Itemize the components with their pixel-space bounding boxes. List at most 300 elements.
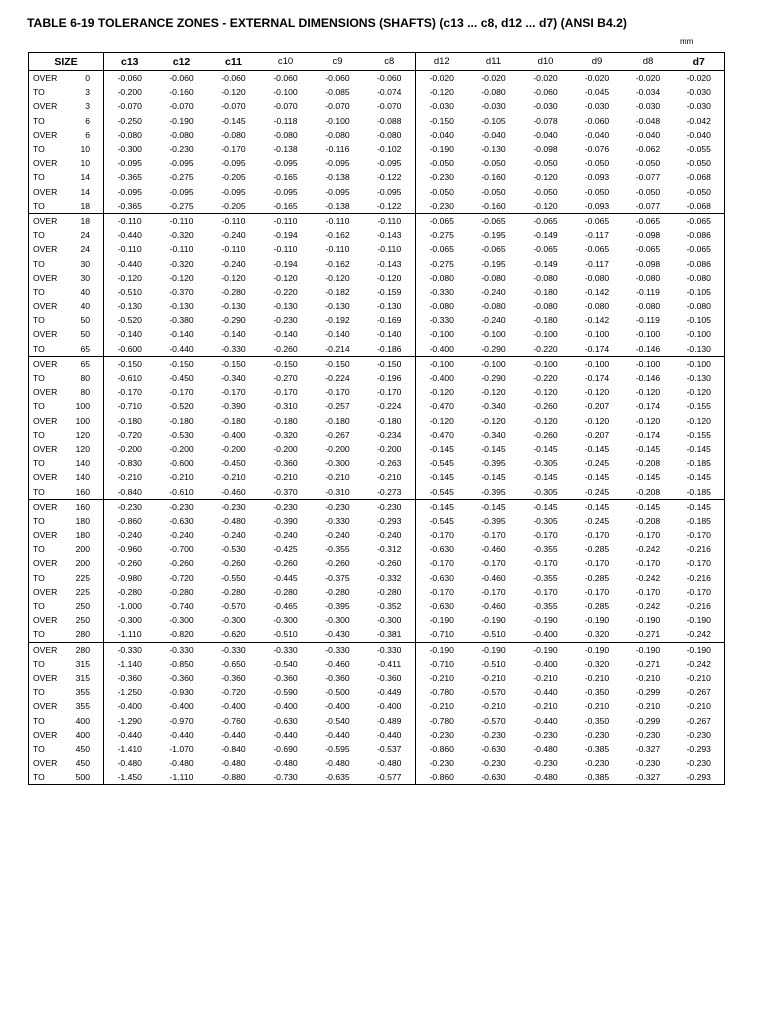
cell-d8: -0.077: [635, 172, 661, 183]
cell-d7: -0.100: [686, 329, 711, 340]
cell-size-value: 24: [67, 228, 104, 242]
header-c12: c12: [156, 53, 208, 71]
cell-d12: -0.780: [429, 715, 454, 726]
cell-c12: -0.275: [169, 200, 194, 211]
cell-d11: -0.020: [481, 73, 506, 84]
cell-c13: -0.440: [117, 258, 142, 269]
cell-c13: -0.600: [117, 343, 142, 354]
cell-size-value: 315: [67, 657, 104, 671]
cell-size-value: 6: [67, 128, 104, 142]
header-d10: d10: [520, 53, 572, 71]
cell-c11: -0.400: [221, 701, 246, 712]
cell-d9: -0.230: [584, 729, 610, 740]
cell-d9: -0.076: [584, 144, 610, 155]
cell-d7: -0.105: [686, 315, 711, 326]
cell-c9: -0.116: [325, 144, 350, 155]
table-row: [29, 271, 725, 285]
cell-c9: -0.257: [325, 401, 350, 412]
cell-size-value: 160: [67, 499, 104, 514]
cell-d7: -0.185: [686, 486, 711, 497]
header-size: SIZE: [29, 53, 104, 71]
cell-d9: -0.050: [584, 186, 610, 197]
cell-d9: -0.230: [584, 758, 610, 769]
cell-d11: -0.170: [481, 530, 506, 541]
table-row: [29, 99, 725, 113]
cell-d7: -0.267: [686, 687, 711, 698]
cell-c13: -0.980: [117, 572, 142, 583]
cell-d11: -0.100: [468, 356, 520, 371]
cell-c11: -0.280: [221, 586, 246, 597]
cell-c9: -0.375: [325, 572, 350, 583]
cell-c10: -0.510: [273, 629, 298, 640]
cell-d12: -0.020: [429, 73, 454, 84]
cell-d12: -0.100: [429, 329, 454, 340]
cell-c9: -0.162: [325, 258, 350, 269]
table-row: [29, 585, 725, 599]
cell-d8: -0.230: [635, 729, 661, 740]
cell-size-label: TO: [33, 343, 45, 354]
cell-size-value: 250: [67, 613, 104, 627]
cell-d7: -0.050: [686, 158, 711, 169]
cell-d7: -0.020: [686, 73, 711, 84]
cell-d12: -0.120: [429, 415, 454, 426]
cell-c9: -0.260: [325, 558, 350, 569]
cell-c12: -0.720: [169, 572, 194, 583]
cell-c8: -0.360: [364, 671, 416, 685]
cell-d12: -0.545: [429, 458, 454, 469]
cell-size-label: OVER: [33, 244, 58, 255]
cell-c9: -0.400: [325, 701, 350, 712]
cell-c12: -0.140: [169, 329, 194, 340]
table-row: [29, 156, 725, 170]
cell-d8: -0.077: [635, 200, 661, 211]
cell-c10: -0.150: [260, 356, 312, 371]
cell-c12: -0.850: [169, 658, 194, 669]
cell-d7: -0.105: [686, 286, 711, 297]
cell-d8: -0.242: [635, 601, 661, 612]
cell-d11: -0.395: [481, 458, 506, 469]
cell-c12: -0.110: [169, 244, 194, 255]
cell-d8: -0.119: [636, 315, 660, 326]
cell-d11: -0.030: [481, 101, 506, 112]
cell-c11: -0.210: [221, 472, 246, 483]
table-row: [29, 442, 725, 456]
cell-c10: -0.240: [273, 530, 298, 541]
cell-size-value: 50: [67, 313, 104, 327]
cell-c9: -0.110: [325, 244, 350, 255]
cell-size-value: 14: [67, 185, 104, 199]
cell-c9: -0.500: [325, 687, 350, 698]
cell-size-value: 80: [67, 371, 104, 385]
cell-d9: -0.245: [584, 486, 610, 497]
cell-d10: -0.170: [533, 586, 558, 597]
cell-c10: -0.280: [273, 586, 298, 597]
cell-d12: -0.400: [429, 343, 454, 354]
table-row: [29, 456, 725, 470]
cell-size-value: 450: [67, 756, 104, 770]
cell-d7: -0.080: [686, 301, 711, 312]
cell-c13: -0.110: [104, 213, 156, 228]
cell-c13: -0.610: [117, 373, 142, 384]
cell-d12: -0.080: [429, 272, 454, 283]
cell-c8: -0.330: [364, 642, 416, 657]
cell-d8: -0.100: [623, 356, 674, 371]
cell-c8: -0.150: [364, 356, 416, 371]
cell-size-value: 50: [67, 327, 104, 341]
table-row: [29, 256, 725, 270]
cell-c10: -0.120: [273, 272, 298, 283]
cell-c13: -0.230: [104, 499, 156, 514]
cell-c9: -0.150: [312, 356, 364, 371]
cell-c11: -0.110: [208, 213, 260, 228]
cell-d10: -0.120: [533, 172, 558, 183]
cell-c8: -0.260: [364, 556, 416, 570]
cell-size-label: OVER: [33, 729, 58, 740]
cell-d8: -0.174: [635, 401, 661, 412]
cell-d9: -0.065: [584, 244, 610, 255]
cell-d9: -0.285: [584, 544, 610, 555]
cell-d9: -0.190: [572, 642, 623, 657]
cell-d10: -0.210: [533, 701, 558, 712]
cell-d10: -0.305: [533, 486, 558, 497]
cell-c11: -0.240: [221, 258, 246, 269]
cell-c12: -0.260: [169, 558, 194, 569]
cell-d10: -0.220: [533, 373, 558, 384]
cell-c8: -0.381: [364, 627, 416, 642]
cell-c10: -0.194: [273, 258, 298, 269]
cell-c8: -0.060: [364, 71, 416, 86]
cell-d9: -0.145: [584, 472, 610, 483]
cell-d11: -0.065: [481, 244, 506, 255]
cell-d12: -0.400: [429, 373, 454, 384]
cell-d11: -0.050: [481, 186, 506, 197]
cell-c10: -0.230: [260, 499, 312, 514]
cell-d8: -0.208: [635, 458, 661, 469]
cell-d9: -0.093: [584, 172, 610, 183]
table-row: [29, 528, 725, 542]
cell-c10: -0.220: [273, 286, 298, 297]
cell-d8: -0.210: [635, 701, 661, 712]
cell-c13: -0.860: [117, 515, 142, 526]
cell-d10: -0.149: [533, 258, 558, 269]
cell-c11: -0.060: [221, 73, 246, 84]
cell-c8: -0.352: [364, 599, 416, 613]
cell-c8: -0.130: [364, 299, 416, 313]
cell-d10: -0.065: [533, 244, 558, 255]
cell-c8: -0.110: [364, 242, 416, 256]
cell-c11: -0.280: [221, 286, 246, 297]
table-row: [29, 728, 725, 742]
cell-c11: -0.205: [221, 172, 246, 183]
cell-d11: -0.230: [481, 729, 506, 740]
cell-d10: -0.080: [533, 272, 558, 283]
cell-c9: -0.267: [325, 429, 350, 440]
cell-c11: -0.460: [221, 486, 246, 497]
cell-d9: -0.045: [584, 87, 610, 98]
cell-d8: -0.327: [635, 743, 661, 754]
cell-d9: -0.170: [584, 586, 610, 597]
cell-d11: -0.395: [481, 486, 506, 497]
cell-size-label: TO: [33, 458, 45, 469]
cell-size-value: 3: [67, 85, 104, 99]
cell-c12: -0.180: [169, 415, 194, 426]
cell-c12: -0.320: [169, 258, 194, 269]
table-row: [29, 228, 725, 242]
cell-d10: -0.260: [533, 429, 558, 440]
cell-d8: -0.080: [635, 272, 661, 283]
cell-d9: -0.245: [584, 458, 610, 469]
cell-c12: -0.610: [169, 486, 194, 497]
cell-d7: -0.120: [686, 387, 711, 398]
cell-size-label: TO: [33, 230, 45, 241]
cell-size-value: 30: [67, 271, 104, 285]
cell-c12: -0.160: [169, 87, 194, 98]
cell-c11: -0.650: [221, 658, 246, 669]
table-body: [29, 71, 725, 785]
cell-d7: -0.155: [686, 429, 711, 440]
cell-c13: -0.440: [117, 729, 142, 740]
cell-c8: -0.159: [364, 285, 416, 299]
cell-d12: -0.710: [429, 629, 454, 640]
cell-d10: -0.170: [533, 558, 558, 569]
cell-c9: -0.192: [325, 315, 350, 326]
cell-c11: -0.840: [221, 743, 246, 754]
cell-d11: -0.460: [481, 544, 506, 555]
cell-c11: -0.450: [221, 458, 246, 469]
cell-c13: -0.200: [117, 443, 142, 454]
cell-d8: -0.208: [635, 515, 661, 526]
table-row: [29, 371, 725, 385]
cell-d10: -0.480: [533, 743, 558, 754]
cell-d9: -0.093: [584, 200, 610, 211]
cell-size-value: 400: [67, 713, 104, 727]
cell-d12: -0.050: [429, 186, 454, 197]
cell-d10: -0.440: [533, 687, 558, 698]
cell-d9: -0.020: [584, 73, 610, 84]
cell-size-value: 250: [67, 599, 104, 613]
cell-c12: -0.120: [169, 272, 194, 283]
cell-d12: -0.630: [429, 572, 454, 583]
cell-d12: -0.100: [416, 356, 468, 371]
table-row: [29, 285, 725, 299]
cell-c10: -0.480: [273, 758, 298, 769]
table-row: [29, 356, 725, 371]
cell-d7: -0.170: [686, 530, 711, 541]
header-d12: d12: [416, 53, 468, 71]
tolerance-table: [28, 52, 725, 785]
cell-d8: -0.170: [635, 586, 661, 597]
cell-d11: -0.120: [481, 415, 506, 426]
cell-c9: -0.060: [325, 73, 350, 84]
cell-c10: -0.165: [273, 200, 298, 211]
cell-c8: -0.312: [364, 542, 416, 556]
cell-c12: -0.380: [169, 315, 194, 326]
cell-d9: -0.030: [584, 101, 610, 112]
cell-size-value: 24: [67, 242, 104, 256]
cell-c9: -0.085: [325, 87, 350, 98]
cell-c11: -0.400: [221, 429, 246, 440]
cell-c11: -0.480: [221, 758, 246, 769]
cell-d12: -0.470: [429, 429, 454, 440]
cell-d10: -0.120: [533, 387, 558, 398]
cell-d10: -0.210: [533, 672, 558, 683]
cell-c12: -0.360: [169, 672, 194, 683]
cell-c11: -0.620: [221, 629, 246, 640]
cell-d12: -0.630: [429, 601, 454, 612]
cell-c8: -0.122: [364, 170, 416, 184]
cell-size-label: OVER: [33, 186, 58, 197]
cell-d8: -0.190: [635, 615, 661, 626]
cell-c12: -0.190: [169, 115, 194, 126]
header-d7: d7: [674, 53, 725, 71]
cell-c12: -0.820: [169, 629, 194, 640]
cell-d8: -0.065: [623, 213, 674, 228]
cell-c9: -0.595: [325, 743, 350, 754]
cell-d12: -0.210: [429, 672, 454, 683]
cell-c10: -0.370: [273, 486, 298, 497]
cell-size-label: TO: [33, 115, 45, 126]
cell-d7: -0.185: [686, 458, 711, 469]
cell-d7: -0.050: [686, 186, 711, 197]
cell-c8: -0.263: [364, 456, 416, 470]
cell-d8: -0.230: [635, 758, 661, 769]
cell-d9: -0.320: [584, 658, 610, 669]
cell-size-label: OVER: [33, 387, 58, 398]
cell-d9: -0.350: [584, 687, 610, 698]
cell-c11: -0.080: [221, 129, 246, 140]
cell-size-label: TO: [33, 87, 45, 98]
cell-c11: -0.330: [221, 343, 246, 354]
cell-d8: -0.271: [635, 629, 661, 640]
cell-c13: -0.960: [117, 544, 142, 555]
cell-d8: -0.145: [635, 472, 661, 483]
cell-c10: -0.060: [273, 73, 298, 84]
cell-c8: -0.143: [364, 228, 416, 242]
cell-c11: -0.170: [221, 387, 246, 398]
cell-d12: -0.860: [429, 772, 454, 783]
cell-size-label: TO: [33, 601, 45, 612]
table-row: [29, 199, 725, 214]
cell-d8: -0.050: [635, 186, 661, 197]
cell-d7: -0.210: [686, 701, 711, 712]
table-row: [29, 542, 725, 556]
cell-c8: -0.210: [364, 470, 416, 484]
table-row: [29, 213, 725, 228]
cell-c9: -0.170: [325, 387, 350, 398]
cell-size-value: 65: [67, 342, 104, 357]
cell-d8: -0.146: [635, 343, 661, 354]
cell-c13: -0.060: [117, 73, 142, 84]
cell-size-value: 355: [67, 699, 104, 713]
cell-c13: -0.070: [117, 101, 142, 112]
cell-c8: -0.332: [364, 571, 416, 585]
cell-c13: -0.710: [117, 401, 142, 412]
cell-c12: -0.095: [169, 158, 194, 169]
cell-size-label: OVER: [33, 73, 58, 84]
cell-c8: -0.180: [364, 414, 416, 428]
cell-c12: -0.275: [169, 172, 194, 183]
cell-c13: -0.440: [117, 230, 142, 241]
cell-c9: -0.280: [325, 586, 350, 597]
cell-d9: -0.320: [584, 629, 610, 640]
cell-c12: -0.130: [169, 301, 194, 312]
cell-c10: -0.445: [273, 572, 298, 583]
cell-d10: -0.440: [533, 715, 558, 726]
cell-c8: -0.230: [364, 499, 416, 514]
cell-d9: -0.145: [584, 443, 610, 454]
header-c13: c13: [104, 53, 156, 71]
cell-size-label: TO: [33, 629, 45, 640]
cell-d10: -0.098: [533, 144, 558, 155]
cell-d10: -0.020: [533, 73, 558, 84]
cell-d12: -0.470: [429, 401, 454, 412]
cell-d9: -0.210: [584, 701, 610, 712]
cell-d8: -0.208: [635, 486, 661, 497]
table-row: [29, 399, 725, 413]
table-row: [29, 385, 725, 399]
cell-d11: -0.510: [481, 629, 506, 640]
cell-c9: -0.138: [325, 200, 350, 211]
cell-d10: -0.220: [533, 343, 558, 354]
cell-c10: -0.360: [273, 458, 298, 469]
cell-d12: -0.330: [429, 286, 454, 297]
cell-d9: -0.040: [584, 129, 610, 140]
cell-d8: -0.048: [635, 115, 661, 126]
cell-c9: -0.224: [325, 373, 350, 384]
cell-size-value: 10: [67, 156, 104, 170]
cell-c8: -0.196: [364, 371, 416, 385]
cell-d8: -0.299: [635, 715, 661, 726]
cell-c13: -1.140: [117, 658, 142, 669]
cell-c12: -0.520: [169, 401, 194, 412]
table-row: [29, 185, 725, 199]
cell-c13: -0.095: [117, 186, 142, 197]
cell-c12: -0.060: [169, 73, 194, 84]
cell-d7: -0.170: [686, 558, 711, 569]
cell-c12: -0.400: [169, 701, 194, 712]
cell-d12: -0.230: [429, 729, 454, 740]
cell-d10: -0.120: [533, 200, 558, 211]
cell-d8: -0.120: [635, 415, 661, 426]
cell-c12: -0.300: [169, 615, 194, 626]
cell-size-value: 180: [67, 528, 104, 542]
cell-c13: -0.080: [117, 129, 142, 140]
cell-d8: -0.145: [623, 499, 674, 514]
cell-c10: -0.320: [273, 429, 298, 440]
cell-c9: -0.240: [325, 530, 350, 541]
cell-d11: -0.040: [481, 129, 506, 140]
cell-size-value: 400: [67, 728, 104, 742]
cell-c12: -0.150: [156, 356, 208, 371]
cell-size-label: OVER: [33, 472, 58, 483]
cell-c9: -0.355: [325, 544, 350, 555]
cell-size-label: OVER: [33, 558, 58, 569]
table-row: [29, 484, 725, 499]
cell-c9: -0.080: [325, 129, 350, 140]
cell-c11: -0.200: [221, 443, 246, 454]
cell-d7: -0.055: [686, 144, 711, 155]
cell-d10: -0.180: [533, 315, 558, 326]
cell-d11: -0.105: [481, 115, 506, 126]
cell-c11: -0.290: [221, 315, 246, 326]
cell-d7: -0.155: [686, 401, 711, 412]
cell-c8: -0.095: [364, 156, 416, 170]
cell-c10: -0.310: [273, 401, 298, 412]
cell-size-label: TO: [33, 429, 45, 440]
cell-size-value: 140: [67, 456, 104, 470]
cell-c11: -0.095: [221, 158, 246, 169]
cell-d11: -0.570: [481, 715, 506, 726]
